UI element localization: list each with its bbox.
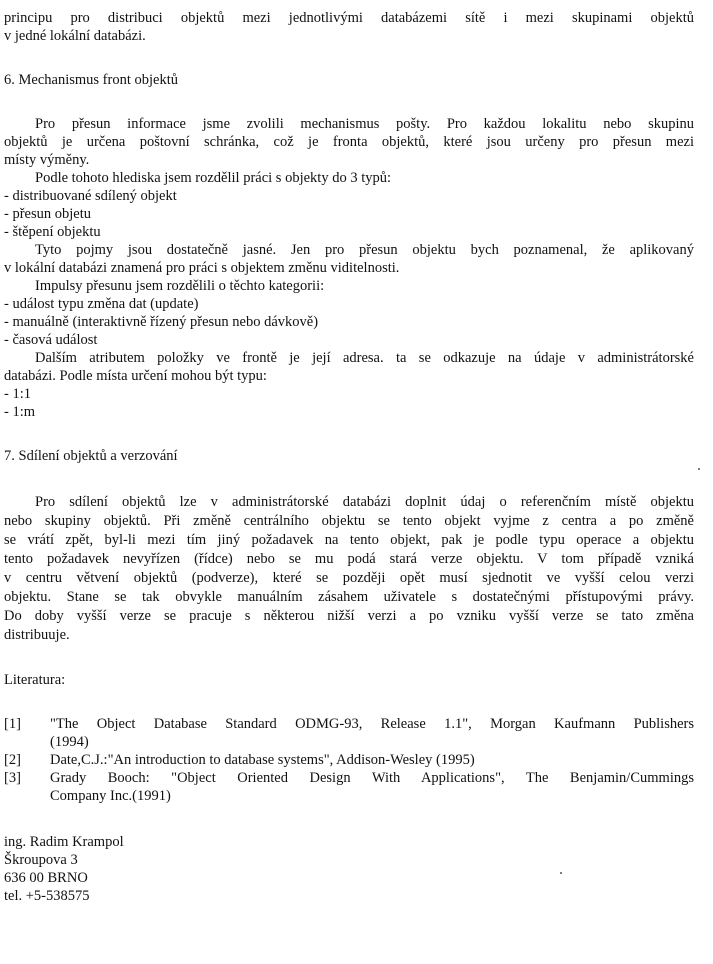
- section-6-paragraph-1-line-3: místy výměny.: [4, 152, 90, 168]
- scan-speck: [560, 872, 562, 874]
- scan-speck: [698, 468, 700, 470]
- author-city: 636 00 BRNO: [4, 870, 88, 886]
- address-type-item: - 1:1: [4, 386, 31, 402]
- section-7-line-4: tento požadavek nevyřízen (řídce) nebo se mu podá stará verze objektu. V tom případě vzniká: [4, 551, 694, 567]
- section-7-heading: 7. Sdílení objektů a verzování: [4, 448, 178, 464]
- impulse-list-item: - manuálně (interaktivně řízený přesun nebo dávkově): [4, 314, 319, 330]
- section-7-line-6: objektu. Stane se tak obvykle manuálním zásahem uživatele s dostatečnými přístupovými právy.: [4, 589, 694, 605]
- reference-number: [3]: [4, 770, 21, 786]
- intro-line-2: v jedné lokální databázi.: [4, 28, 146, 44]
- reference-number: [2]: [4, 752, 21, 768]
- section-6-paragraph-1-line-2: objektů je určena poštovní schránka, což je fronta objektů, které jsou určeny pro přesun mezi: [4, 134, 694, 150]
- author-phone: tel. +5-538575: [4, 888, 90, 904]
- section-6-impulses-intro: Impulsy přesunu jsem rozdělili o těchto kategorii:: [35, 278, 325, 294]
- intro-line-1: principu pro distribuci objektů mezi jednotlivými databázemi sítě i mezi skupinami objektů: [4, 10, 694, 26]
- author-street: Škroupova 3: [4, 852, 78, 868]
- address-type-item: - 1:m: [4, 404, 36, 420]
- reference-3-line-1: Grady Booch: "Object Oriented Design With Applications", The Benjamin/Cummings: [50, 770, 694, 786]
- section-6-paragraph-3-line-1: Tyto pojmy jsou dostatečně jasné. Jen pro přesun objektu bych poznamenal, že aplikovaný: [35, 242, 694, 258]
- reference-2-line-1: Date,C.J.:"An introduction to database systems", Addison-Wesley (1995): [50, 752, 475, 768]
- impulse-list-item: - časová událost: [4, 332, 98, 348]
- reference-3-line-2: Company Inc.(1991): [50, 788, 171, 804]
- section-7-line-5: v centru větvení objektů (podverze), které se později opět musí sjednotit ve vyšší celou verzi: [4, 570, 694, 586]
- section-6-paragraph-1-line-1: Pro přesun informace jsme zvolili mechanismus pošty. Pro každou lokalitu nebo skupinu: [35, 116, 694, 132]
- section-7-line-7: Do doby vyšší verze se pracuje s některou nižší verzi a po vzniku vyšší verze se tato změna: [4, 608, 694, 624]
- section-7-line-2: nebo skupiny objektů. Při změně centrálního objektu se tento objekt vyjme z centra a po změně: [4, 513, 694, 529]
- reference-number: [1]: [4, 716, 21, 732]
- section-6-paragraph-3-line-2: v lokální databázi znamená pro práci s objektem změnu viditelnosti.: [4, 260, 400, 276]
- section-7-line-3: se vrátí zpět, byl-li mezi tím jiný požadavek na tento objekt, pak je podle typu operace a objektu: [4, 532, 694, 548]
- impulse-list-item: - událost typu změna dat (update): [4, 296, 199, 312]
- literature-heading: Literatura:: [4, 672, 66, 688]
- section-7-line-8: distribuuje.: [4, 627, 70, 643]
- reference-1-line-2: (1994): [50, 734, 89, 750]
- reference-1-line-1: "The Object Database Standard ODMG-93, Release 1.1", Morgan Kaufmann Publishers: [50, 716, 694, 732]
- section-6-paragraph-4-line-1: Dalším atributem položky ve frontě je její adresa. ta se odkazuje na údaje v administrátorské: [35, 350, 694, 366]
- type-list-item: - distribuované sdílený objekt: [4, 188, 177, 204]
- section-6-types-intro: Podle tohoto hlediska jsem rozdělil práci s objekty do 3 typů:: [35, 170, 392, 186]
- section-7-line-1: Pro sdílení objektů lze v administrátorské databázi doplnit údaj o referenčním místě objektu: [35, 494, 694, 510]
- author-name: ing. Radim Krampol: [4, 834, 124, 850]
- type-list-item: - přesun objetu: [4, 206, 91, 222]
- section-6-paragraph-4-line-2: databázi. Podle místa určení mohou být typu:: [4, 368, 267, 384]
- type-list-item: - štěpení objektu: [4, 224, 101, 240]
- section-6-heading: 6. Mechanismus front objektů: [4, 72, 178, 88]
